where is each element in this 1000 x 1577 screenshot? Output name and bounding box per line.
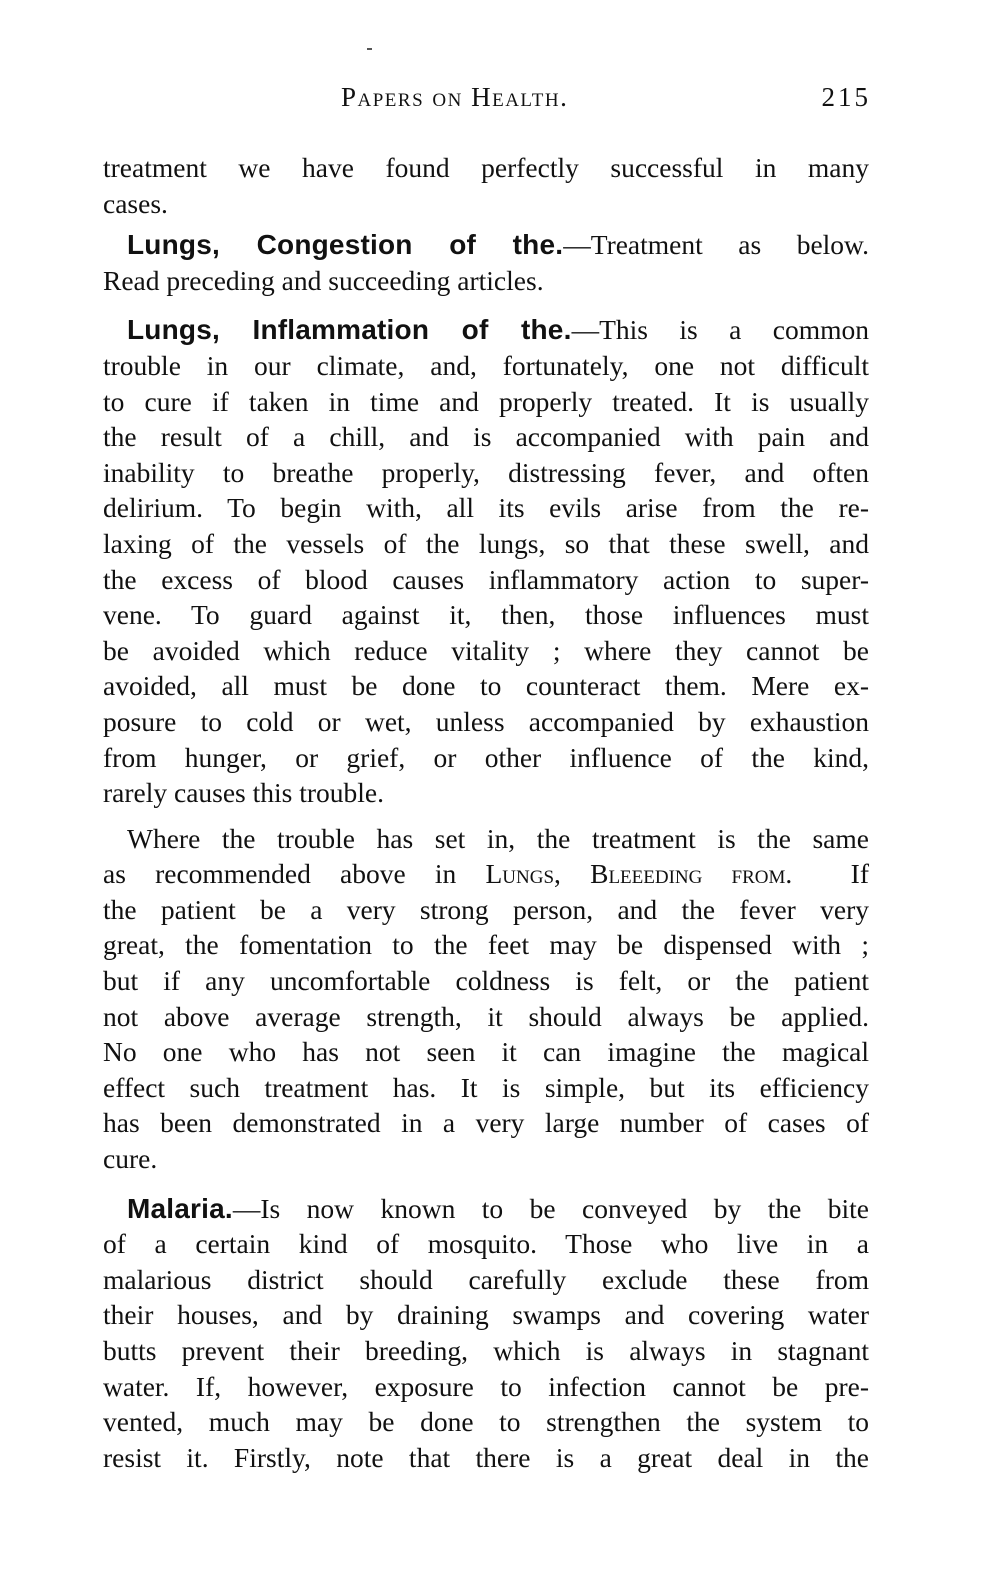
text-line: malarious district should carefully exclude these from [103, 1263, 869, 1295]
entry-text: —Treatment as below. [563, 229, 870, 261]
text-line: vented, much may be done to strengthen the system to [103, 1406, 869, 1438]
text-line: No one who has not seen it can imagine the magical [103, 1036, 869, 1068]
entry-first-line [103, 312, 869, 348]
text-line: delirium. To begin with, all its evils arise from the re- [103, 492, 869, 524]
text-line: cases. [103, 187, 168, 219]
print-mark [367, 48, 372, 50]
text-line: rarely causes this trouble. [103, 777, 385, 809]
text-line: butts prevent their breeding, which is always in stagnant [103, 1335, 869, 1366]
text-line: their houses, and by draining swamps and covering water [103, 1299, 869, 1331]
entry-lungs-congestion [103, 227, 869, 298]
text-line: cure. [103, 1143, 158, 1175]
entry-heading: Malaria. [127, 1192, 233, 1224]
text-line: the excess of blood causes inflammatory action to super- [103, 563, 869, 595]
text-line: great, the fomentation to the feet may be dispensed with ; [103, 929, 869, 961]
entry-malaria [103, 1191, 869, 1476]
entry-heading: Lungs, Congestion of the. [127, 229, 564, 261]
entry-text: —Is now known to be conveyed by the bite [232, 1192, 869, 1224]
text-line: inability to breathe properly, distressing fever, and often [103, 456, 869, 488]
text-line: but if any uncomfortable coldness is felt, or the patient [103, 965, 869, 997]
text-fragment: If [850, 858, 869, 890]
text-line: trouble in our climate, and, fortunately, one not difficult [103, 349, 869, 381]
running-title: Papers on Health. [341, 82, 569, 112]
text-line: be avoided which reduce vitality ; where they cannot be [103, 634, 869, 666]
text-fragment: as recommended above in [103, 858, 486, 890]
text-line: of a certain kind of mosquito. Those who live in a [103, 1228, 869, 1260]
body-text [103, 150, 869, 1475]
entry-lungs-inflammation [103, 312, 869, 810]
text-line: avoided, all must be done to counteract them. Mere ex- [103, 670, 869, 702]
entry-first-line [103, 1191, 869, 1227]
text-line: water. If, however, exposure to infection cannot be pre- [103, 1370, 869, 1402]
text-line: the patient be a very strong person, and the fever very [103, 893, 869, 925]
paragraph-lungs-treatment [103, 821, 869, 1177]
text-line: laxing of the vessels of the lungs, so that these swell, and [103, 527, 869, 559]
text-line-with-reference [103, 856, 869, 892]
page-number: 215 [821, 82, 871, 112]
text-line: has been demonstrated in a very large number of cases of [103, 1107, 869, 1139]
text-line: not above average strength, it should always be applied. [103, 1000, 869, 1032]
entry-text: —This is a common [571, 314, 869, 346]
running-header [103, 82, 869, 118]
paragraph-continuation [103, 150, 869, 221]
text-line: from hunger, or grief, or other influence of the kind, [103, 741, 869, 773]
text-line: the result of a chill, and is accompanied with pain and [103, 421, 869, 453]
text-line: resist it. Firstly, note that there is a great deal in the [103, 1441, 869, 1473]
entry-heading: Lungs, Inflammation of the. [127, 314, 572, 346]
text-line: vene. To guard against it, then, those influences must [103, 599, 869, 631]
text-line: Where the trouble has set in, the treatment is the same [127, 822, 869, 854]
text-line: treatment we have found perfectly successful in many [103, 152, 869, 183]
cross-reference: Lungs, Bleeeding from. [485, 858, 793, 890]
text-line: Read preceding and succeeding articles. [103, 264, 544, 296]
text-line: effect such treatment has. It is simple, but its efficiency [103, 1071, 869, 1103]
text-line: to cure if taken in time and properly treated. It is usually [103, 385, 869, 417]
entry-first-line [103, 227, 869, 263]
text-line: posure to cold or wet, unless accompanied by exhaustion [103, 705, 869, 737]
